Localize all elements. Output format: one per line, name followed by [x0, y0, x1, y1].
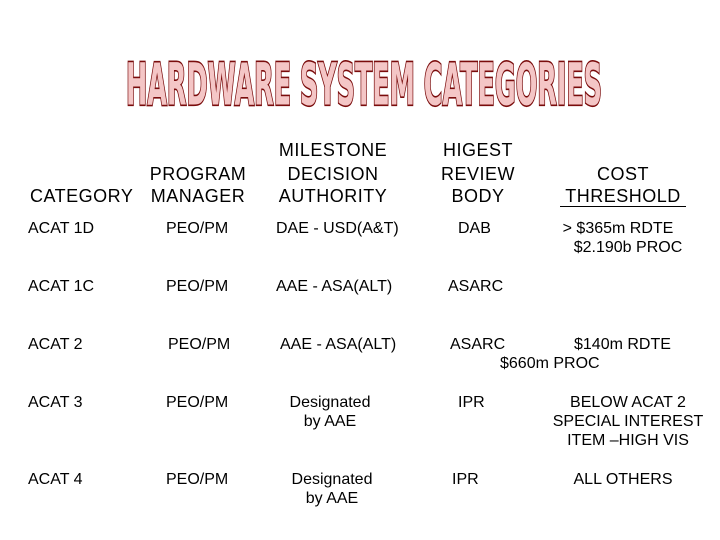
header-underline: [560, 206, 686, 207]
header-program-manager-line1: PROGRAM: [149, 164, 247, 184]
row-acat3-mda-line1: Designated: [289, 394, 371, 411]
header-mda-line1: MILESTONE: [278, 140, 388, 160]
row-acat3-review: IPR: [458, 394, 485, 411]
row-acat1d-mda: DAE - USD(A&T): [276, 220, 399, 237]
row-acat3-cost-line3: ITEM –HIGH VIS: [567, 432, 689, 449]
row-acat3-cost-line1: BELOW ACAT 2: [570, 394, 686, 411]
header-program-manager-line2: MANAGER: [150, 186, 246, 206]
row-acat3-category: ACAT 3: [28, 394, 83, 411]
header-category: CATEGORY: [30, 186, 134, 206]
row-acat3-mda-line2: by AAE: [303, 413, 357, 430]
row-acat1c-category: ACAT 1C: [28, 278, 95, 295]
row-acat2-mda: AAE - ASA(ALT): [280, 336, 397, 353]
row-acat1d-cost-line2: $2.190b PROC: [573, 239, 683, 256]
row-acat1d-cost-line1: > $365m RDTE: [562, 220, 674, 237]
row-acat1c-mda: AAE - ASA(ALT): [276, 278, 393, 295]
header-review-body-line1: HIGEST: [442, 140, 513, 160]
row-acat1c-pm: PEO/PM: [166, 278, 229, 295]
row-acat4-pm: PEO/PM: [166, 471, 229, 488]
row-acat4-cost-line1: ALL OTHERS: [573, 471, 673, 488]
row-acat4-mda-line2: by AAE: [305, 490, 359, 507]
row-acat1d-pm: PEO/PM: [166, 220, 229, 237]
header-mda-line3: AUTHORITY: [278, 186, 388, 206]
slide-title: HARDWARE SYSTEM CATEGORIES: [126, 50, 602, 119]
title-wordart: [0, 0, 720, 120]
row-acat1c-review: ASARC: [448, 278, 504, 295]
row-acat3-cost-line2: SPECIAL INTEREST: [552, 413, 704, 430]
row-acat2-review: ASARC: [450, 336, 506, 353]
row-acat3-pm: PEO/PM: [166, 394, 229, 411]
row-acat2-cost-line1: $140m RDTE: [574, 336, 671, 353]
row-acat2-category: ACAT 2: [28, 336, 83, 353]
header-cost-line2: THRESHOLD: [565, 186, 681, 206]
header-review-body-line3: BODY: [451, 186, 505, 206]
row-acat1d-category: ACAT 1D: [28, 220, 95, 237]
row-acat2-cost-line2: $660m PROC: [500, 355, 600, 372]
header-mda-line2: DECISION: [287, 164, 379, 184]
row-acat4-review: IPR: [452, 471, 479, 488]
row-acat4-category: ACAT 4: [28, 471, 83, 488]
row-acat4-mda-line1: Designated: [291, 471, 373, 488]
row-acat2-pm: PEO/PM: [168, 336, 231, 353]
header-review-body-line2: REVIEW: [440, 164, 515, 184]
header-cost-line1: COST: [596, 164, 649, 184]
row-acat1d-review: DAB: [458, 220, 491, 237]
